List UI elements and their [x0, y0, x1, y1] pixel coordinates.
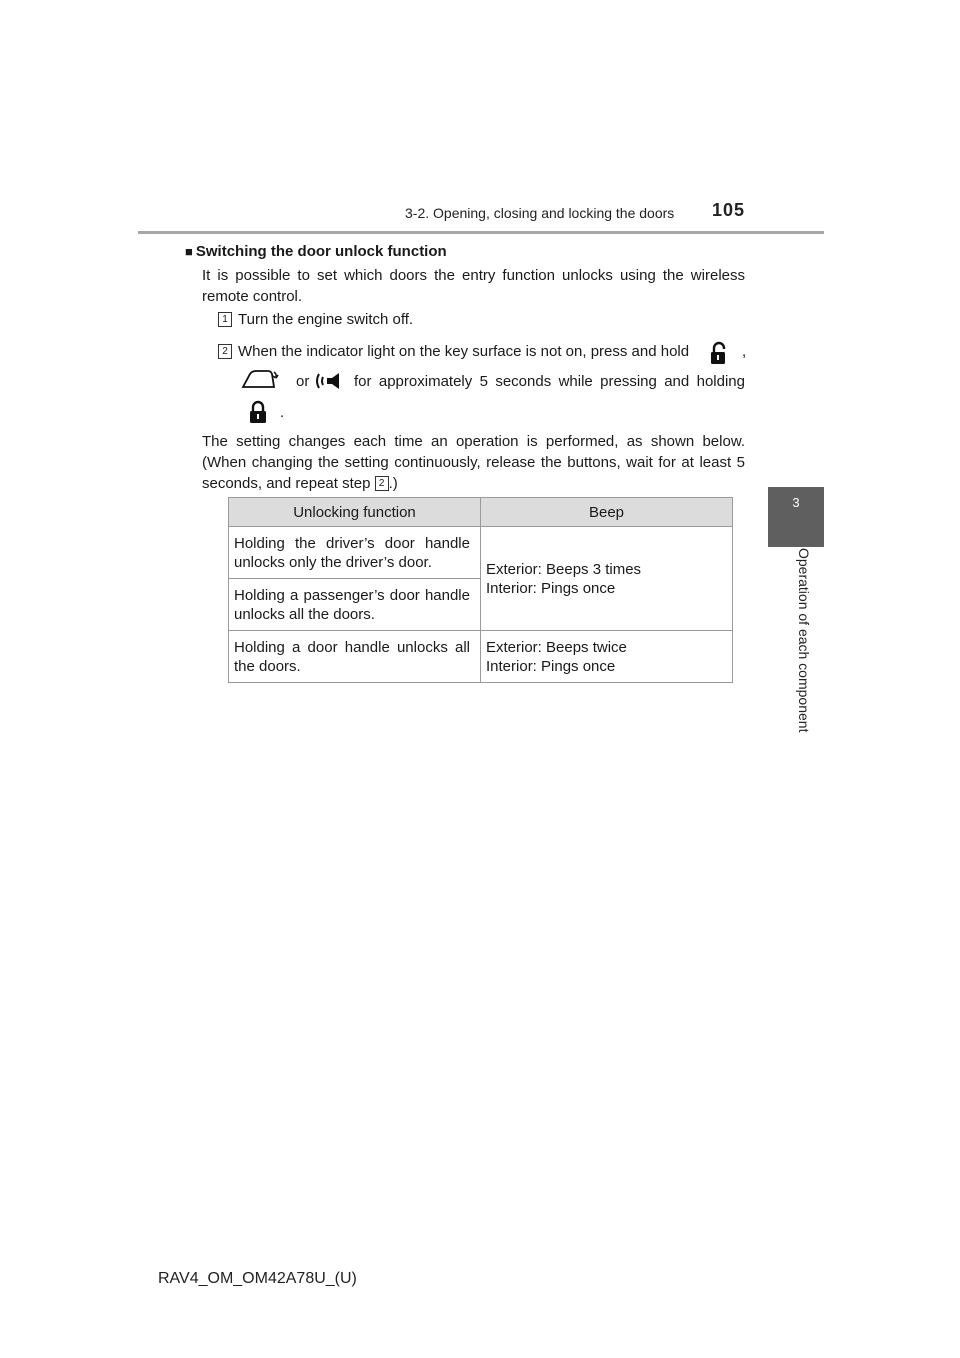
intro-paragraph: It is possible to set which doors the entry function unlocks using the wireless remote control.	[202, 267, 745, 305]
step-2-or: or	[296, 373, 310, 390]
beep-interior: Interior: Pings once	[486, 658, 616, 675]
note-paragraph	[202, 431, 745, 494]
note-step-badge: 2	[375, 476, 389, 491]
step-2-comma: ,	[742, 343, 747, 360]
step-1-text: Turn the engine switch off.	[238, 311, 414, 328]
beep-interior: Interior: Pings once	[486, 580, 616, 597]
step-2-line1: When the indicator light on the key surface is not on, press and hold	[238, 343, 690, 360]
function-cell: Holding the driver’s door handle unlocks only the driver’s door.	[229, 527, 481, 579]
back-door-icon	[240, 368, 280, 392]
step-2-badge: 2	[218, 343, 232, 361]
unlock-icon	[709, 341, 729, 365]
table-header-row	[229, 498, 733, 527]
beep-exterior: Exterior: Beeps 3 times	[486, 561, 642, 578]
header-unlocking-function: Unlocking function	[229, 498, 481, 527]
page-number: 105	[712, 200, 746, 220]
beep-cell-shared	[481, 527, 733, 631]
chapter-number: 3	[792, 495, 800, 510]
section-heading	[185, 243, 447, 260]
header-divider	[138, 231, 824, 234]
beep-cell	[481, 631, 733, 683]
heading-bullet: ■	[185, 244, 193, 259]
section-title: 3-2. Opening, closing and locking the doors	[405, 205, 675, 221]
chapter-tab	[768, 487, 824, 547]
table-row	[229, 631, 733, 683]
heading-text: Switching the door unlock function	[195, 243, 447, 260]
note-text: The setting changes each time an operation is performed, as shown below. (When changing the setting continuously, release the buttons, wait for at least 5 seconds, and repeat step	[202, 433, 745, 492]
note-end: .)	[388, 475, 398, 492]
function-cell: Holding a door handle unlocks all the doors.	[229, 631, 481, 683]
step-1-badge: 1	[218, 311, 232, 329]
lock-icon	[249, 400, 267, 424]
header-beep: Beep	[481, 498, 733, 527]
function-cell: Holding a passenger’s door handle unlocks all the doors.	[229, 579, 481, 631]
table-row	[229, 527, 733, 579]
panic-icon	[314, 370, 344, 392]
document-code: RAV4_OM_OM42A78U_(U)	[158, 1270, 357, 1287]
step-2-line2: for approximately 5 seconds while pressing and holding	[354, 373, 745, 390]
step-2-end: .	[280, 404, 285, 421]
beep-exterior: Exterior: Beeps twice	[486, 639, 627, 656]
unlock-function-table	[228, 497, 733, 683]
chapter-label: Operation of each component	[796, 548, 812, 733]
